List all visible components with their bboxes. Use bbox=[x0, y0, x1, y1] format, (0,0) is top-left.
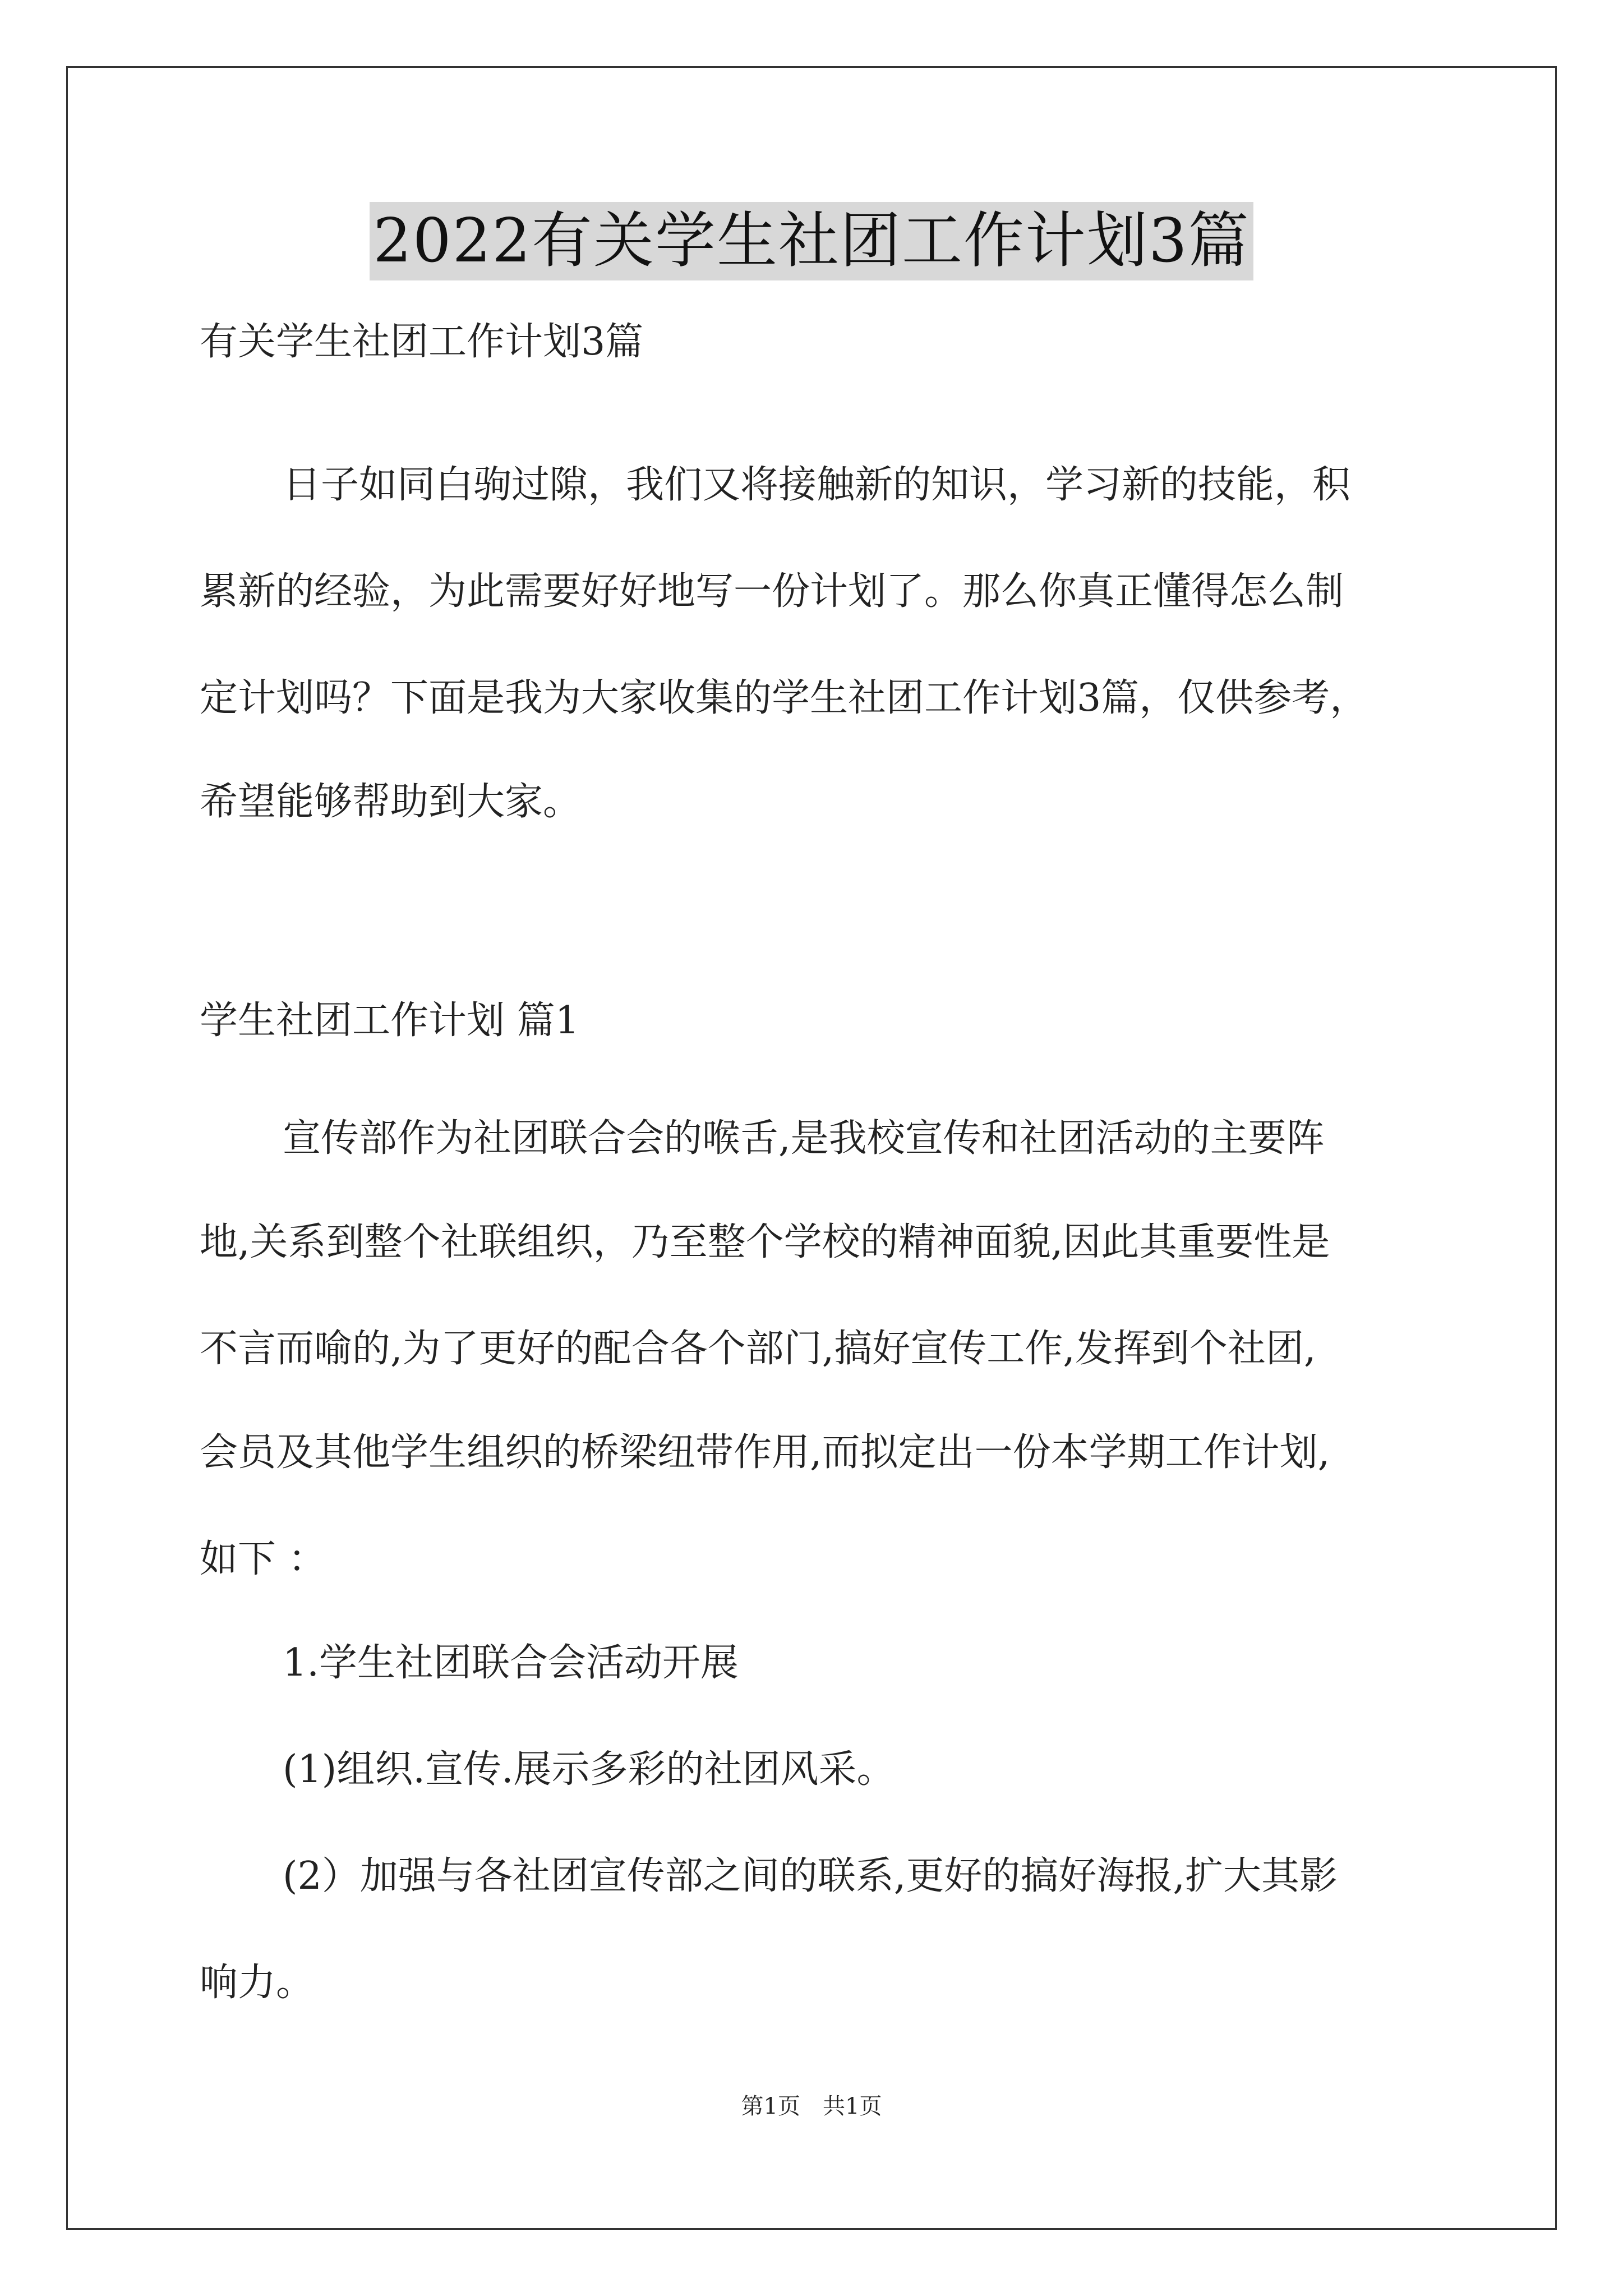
list-item: (1)组织.宣传.展示多彩的社团风采。 bbox=[283, 1747, 895, 1792]
section-heading: 学生社团工作计划 篇1 bbox=[200, 999, 579, 1043]
paragraph-line: 响力。 bbox=[200, 1961, 315, 2005]
document-title: 2022有关学生社团工作计划3篇 bbox=[370, 202, 1253, 280]
paragraph-line: 宣传部作为社团联合会的喉舌,是我校宣传和社团活动的主要阵 bbox=[283, 1116, 1325, 1161]
page-footer: 第1页 共1页 bbox=[741, 2093, 882, 2119]
paragraph-line: 定计划吗？下面是我为大家收集的学生社团工作计划3篇，仅供参考， bbox=[200, 676, 1368, 720]
paragraph-line: 希望能够帮助到大家。 bbox=[200, 780, 582, 824]
subtitle-line: 有关学生社团工作计划3篇 bbox=[200, 320, 644, 364]
paragraph-line: 日子如同白驹过隙，我们又将接触新的知识，学习新的技能，积 bbox=[283, 463, 1351, 507]
list-item: 1.学生社团联合会活动开展 bbox=[283, 1641, 739, 1685]
paragraph-line: 地,关系到整个社联组织，乃至整个学校的精神面貌,因此其重要性是 bbox=[200, 1220, 1330, 1264]
paragraph-line: 会员及其他学生组织的桥梁纽带作用,而拟定出一份本学期工作计划, bbox=[200, 1430, 1330, 1475]
title-container bbox=[0, 202, 1623, 280]
paragraph-line: 累新的经验，为此需要好好地写一份计划了。那么你真正懂得怎么制 bbox=[200, 569, 1344, 614]
paragraph-line: 如下 ： bbox=[200, 1537, 326, 1581]
paragraph-line: 不言而喻的,为了更好的配合各个部门,搞好宣传工作,发挥到个社团, bbox=[200, 1327, 1316, 1371]
list-item: (2）加强与各社团宣传部之间的联系,更好的搞好海报,扩大其影 bbox=[283, 1854, 1338, 1898]
